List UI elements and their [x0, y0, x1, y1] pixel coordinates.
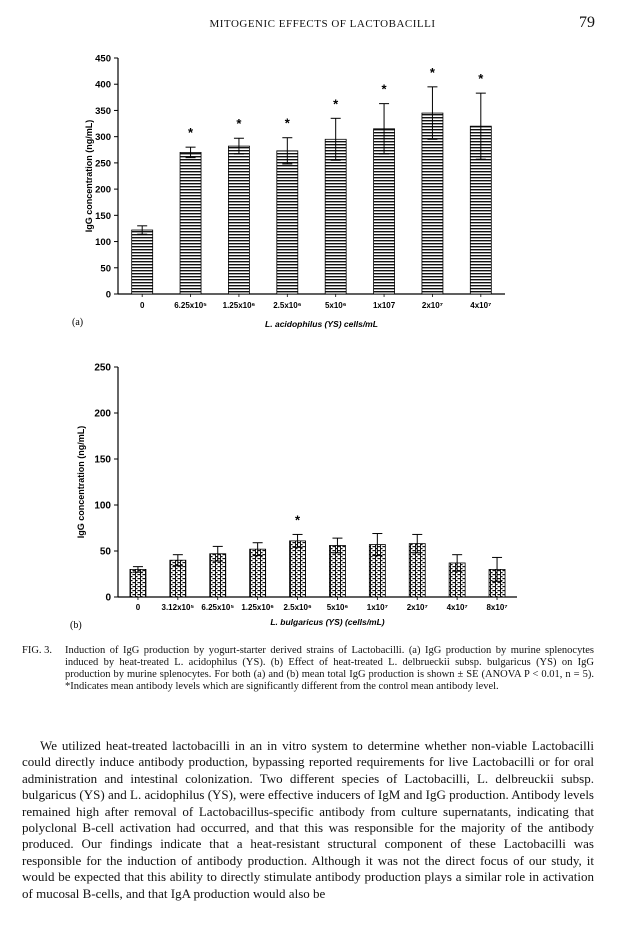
panel-b-chart [70, 363, 517, 632]
x-tick-label: 4x10⁷ [470, 301, 492, 310]
significance-marker: * [478, 71, 484, 87]
x-tick-label: 4x10⁷ [446, 603, 468, 612]
y-tick-label: 350 [95, 105, 111, 117]
caption-label: FIG. 3. [22, 645, 53, 656]
x-tick-label: 0 [135, 603, 141, 612]
page-number: 79 [579, 14, 595, 31]
y-tick-label: 400 [95, 79, 111, 91]
body-paragraph: We utilized heat-treated lactobacilli in an in vitro system to determine whether non-viable Lactobacilli could directly induce antibody production, bypassing reported requirements for live Lactobacilli or for oral administration and intestinal colonization. Two different species of Lactobacilli, L. delbreuckii subsp. bulgaricus (YS) and L. acidophilus (YS), were effective inducers of IgM and IgG production. Antibody levels remained high after removal of Lactobacillus-specific antibody from culture supernatants, indicating that polyclonal B-cell activation had occurred, and that this was responsible for the majority of the antibody produced. Our findings indicate that a heat-resistant structural component of these Lactobacilli was responsible for the induction of antibody production. Although it was not the direct focus of our study, it would be expected that this ability to directly stimulate antibody production plays a similar role in activation of mucosal B-cells, and that IgA production would also be [22, 738, 594, 901]
x-tick-label: 1.25x10⁶ [222, 301, 256, 310]
x-tick-label: 1.25x10⁶ [241, 603, 274, 612]
y-tick-label: 450 [95, 53, 111, 65]
y-tick-label: 250 [94, 362, 111, 374]
panel-label: (a) [72, 317, 84, 328]
x-axis-title: L. bulgaricus (YS) (cells/mL) [270, 617, 385, 627]
bar [130, 569, 146, 597]
x-tick-label: 2.5x10⁶ [273, 301, 302, 310]
x-tick-label: 2.5x10⁶ [283, 603, 312, 612]
bar [422, 113, 443, 294]
running-title: MITOGENIC EFFECTS OF LACTOBACILLI [209, 18, 436, 30]
bar [250, 549, 266, 597]
y-tick-label: 0 [105, 592, 111, 604]
y-tick-label: 100 [94, 500, 111, 512]
panel-a-chart [72, 54, 505, 330]
y-tick-label: 0 [105, 289, 111, 301]
x-tick-label: 5x10⁶ [324, 301, 347, 310]
body-text [22, 738, 594, 902]
y-tick-label: 50 [99, 546, 111, 558]
y-axis-title: IgG concentration (ng/mL) [84, 119, 94, 233]
bar [228, 146, 249, 294]
x-tick-label: 0 [139, 301, 145, 310]
significance-marker: * [381, 81, 387, 97]
x-axis-title: L. acidophilus (YS) cells/mL [265, 319, 378, 329]
x-tick-label: 2x10⁷ [421, 301, 443, 310]
x-tick-label: 6.25x10⁵ [174, 301, 207, 310]
x-tick-label: 2x10⁷ [406, 603, 428, 612]
y-tick-label: 50 [100, 263, 111, 275]
x-tick-label: 6.25x10⁵ [201, 603, 235, 612]
y-tick-label: 200 [94, 408, 111, 420]
y-tick-label: 100 [95, 237, 111, 249]
panel-label: (b) [70, 620, 82, 631]
significance-marker: * [188, 125, 194, 141]
bar [277, 151, 298, 294]
x-tick-label: 3.12x10⁵ [161, 603, 195, 612]
x-tick-label: 5x10⁶ [326, 603, 349, 612]
significance-marker: * [333, 96, 339, 112]
bar [290, 541, 306, 597]
y-tick-label: 150 [95, 210, 111, 222]
significance-marker: * [284, 115, 290, 131]
y-tick-label: 150 [94, 454, 111, 466]
x-tick-label: 8x10⁷ [486, 603, 508, 612]
caption-text: Induction of IgG production by yogurt-starter derived strains of Lactobacilli. (a) IgG production by murine splenocytes induced by heat-treated L. acidophilus (YS). (b) Effect of heat-treated L. delbrueckii subsp. bulgaricus (YS) on IgG production by murine splenocytes. For both (a) and (b) mean total IgG production is shown ± SE (ANOVA P < 0.01, n = 5). *Indicates mean antibody levels which are significantly different from the control mean antibody level. [65, 645, 594, 692]
x-tick-label: 1x107 [372, 301, 396, 310]
bar [132, 230, 153, 294]
significance-marker: * [429, 64, 435, 80]
significance-marker: * [236, 116, 242, 132]
y-tick-label: 300 [95, 132, 111, 144]
y-tick-label: 200 [95, 184, 111, 196]
y-axis-title: IgG concentration (ng/mL) [76, 425, 86, 539]
x-tick-label: 1x10⁷ [366, 603, 388, 612]
figure-caption [22, 645, 594, 693]
bar [325, 139, 346, 294]
significance-marker: * [295, 512, 301, 528]
bar [180, 152, 201, 294]
y-tick-label: 250 [95, 158, 111, 170]
